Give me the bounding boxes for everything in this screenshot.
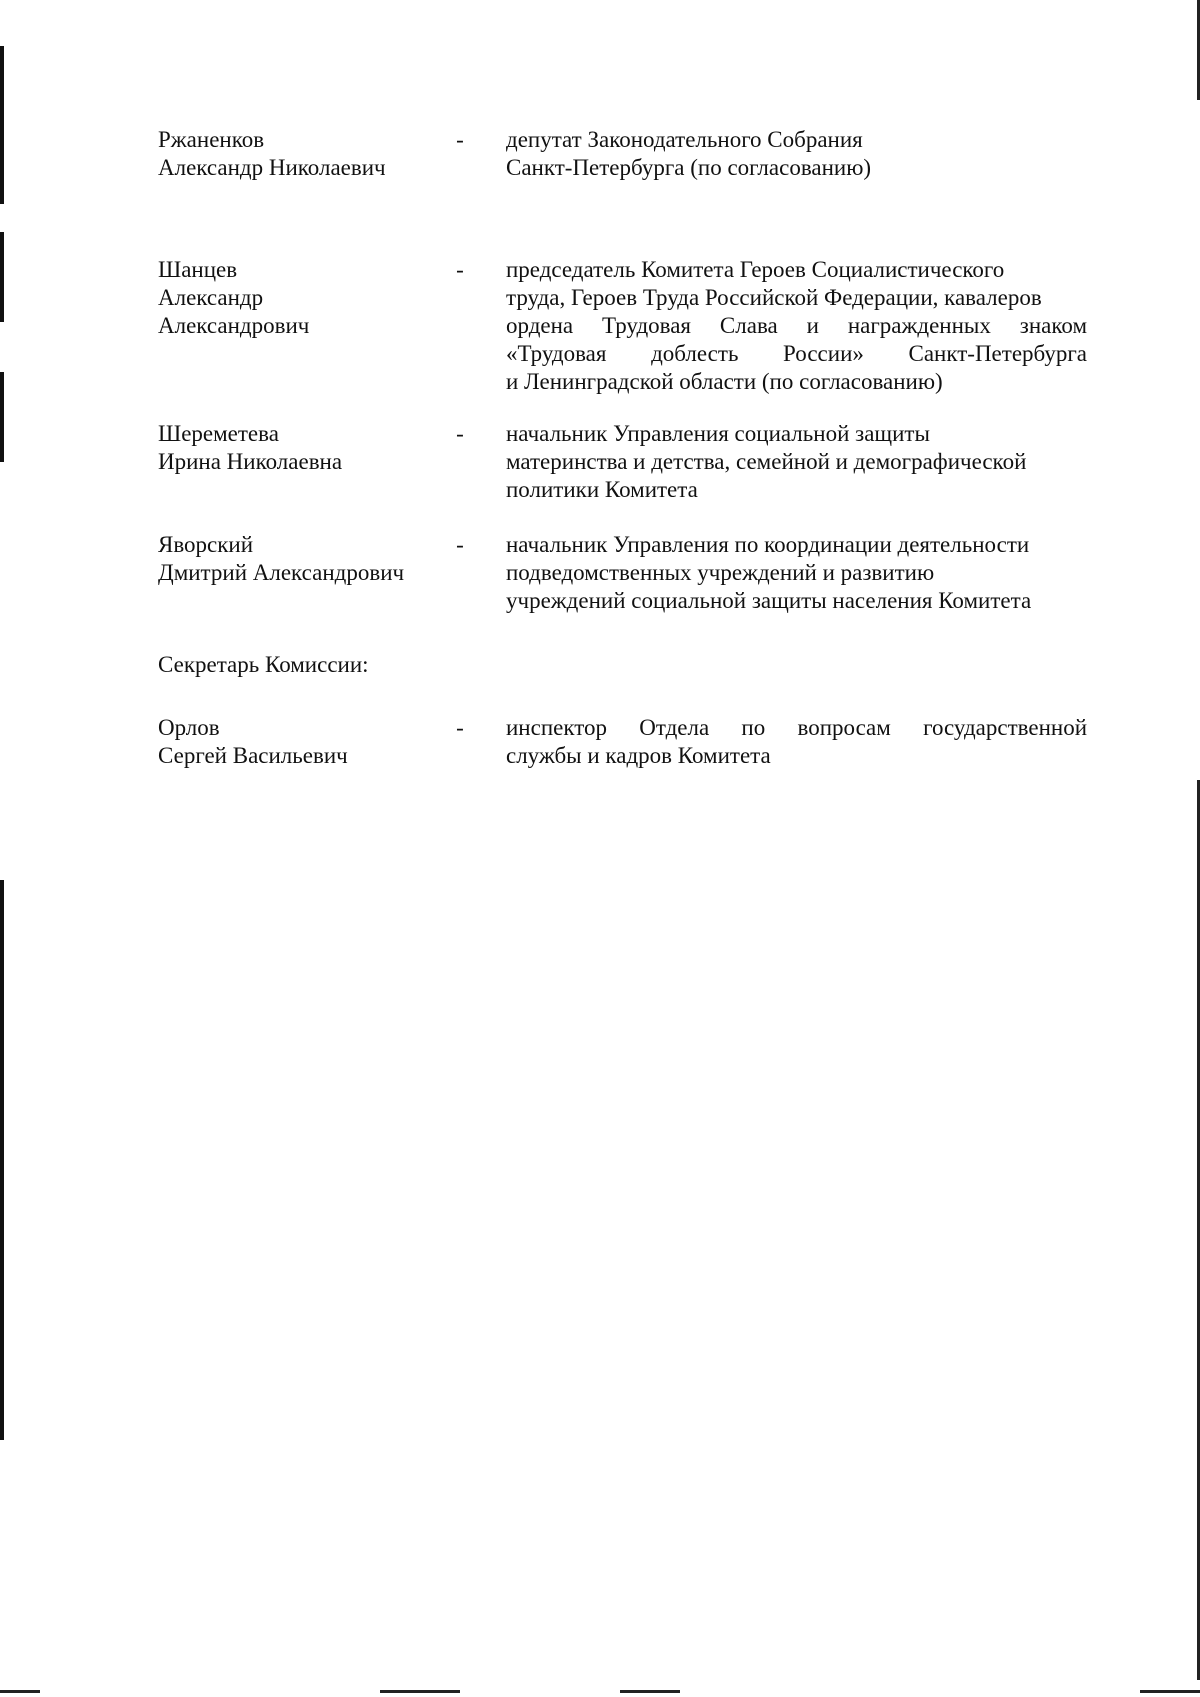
member-name [158, 531, 448, 587]
name-line: Шереметева [158, 421, 279, 446]
role-line: политики Комитета [506, 477, 698, 502]
name-line: Ржаненков [158, 127, 265, 152]
role-line: ордена Трудовая Слава и награжденных знаком [506, 313, 1087, 338]
role-line: и Ленинградской области (по согласованию) [506, 369, 943, 394]
dash-separator: - [456, 421, 464, 446]
role-line: начальник Управления по координации деятельности [506, 532, 1030, 557]
role-line: «Трудовая доблесть России» Санкт-Петербурга [506, 341, 1087, 366]
scan-edge-bottom [620, 1690, 680, 1693]
role-line: труда, Героев Труда Российской Федерации, кавалеров [506, 285, 1042, 310]
scan-edge-bottom [1140, 1690, 1200, 1693]
scan-edge-left [0, 46, 4, 204]
role-line: службы и кадров Комитета [506, 743, 771, 768]
scan-edge-bottom [0, 1690, 40, 1693]
scan-edge-bottom [380, 1690, 460, 1693]
secretary-role [506, 714, 1087, 770]
role-line: инспектор Отдела по вопросам государственной [506, 715, 1087, 740]
name-line: Сергей Васильевич [158, 743, 348, 768]
member-role [506, 126, 1087, 182]
name-line: Александр Николаевич [158, 155, 386, 180]
scan-edge-left [0, 880, 4, 1440]
name-line: Яворский [158, 532, 254, 557]
name-line: Дмитрий Александрович [158, 560, 405, 585]
member-role [506, 531, 1087, 615]
role-line: учреждений социальной защиты населения Комитета [506, 588, 1032, 613]
name-line: Александрович [158, 313, 310, 338]
secretary-heading: Секретарь Комиссии: [158, 652, 369, 677]
dash-separator: - [456, 127, 464, 152]
dash-separator: - [456, 715, 464, 740]
role-line: депутат Законодательного Собрания [506, 127, 863, 152]
name-line: Орлов [158, 715, 220, 740]
member-role [506, 420, 1087, 504]
dash-separator: - [456, 257, 464, 282]
name-line: Ирина Николаевна [158, 449, 343, 474]
member-name [158, 126, 448, 182]
dash-separator: - [456, 532, 464, 557]
role-line: подведомственных учреждений и развитию [506, 560, 935, 585]
name-line: Александр [158, 285, 264, 310]
role-line: председатель Комитета Героев Социалистического [506, 257, 1005, 282]
member-role [506, 256, 1087, 396]
member-name [158, 420, 448, 476]
role-line: Санкт-Петербурга (по согласованию) [506, 155, 872, 180]
secretary-name [158, 714, 448, 770]
role-line: материнства и детства, семейной и демографической [506, 449, 1027, 474]
role-line: начальник Управления социальной защиты [506, 421, 930, 446]
scan-edge-left [0, 232, 4, 322]
scan-edge-left [0, 372, 4, 462]
member-name [158, 256, 448, 340]
name-line: Шанцев [158, 257, 238, 282]
